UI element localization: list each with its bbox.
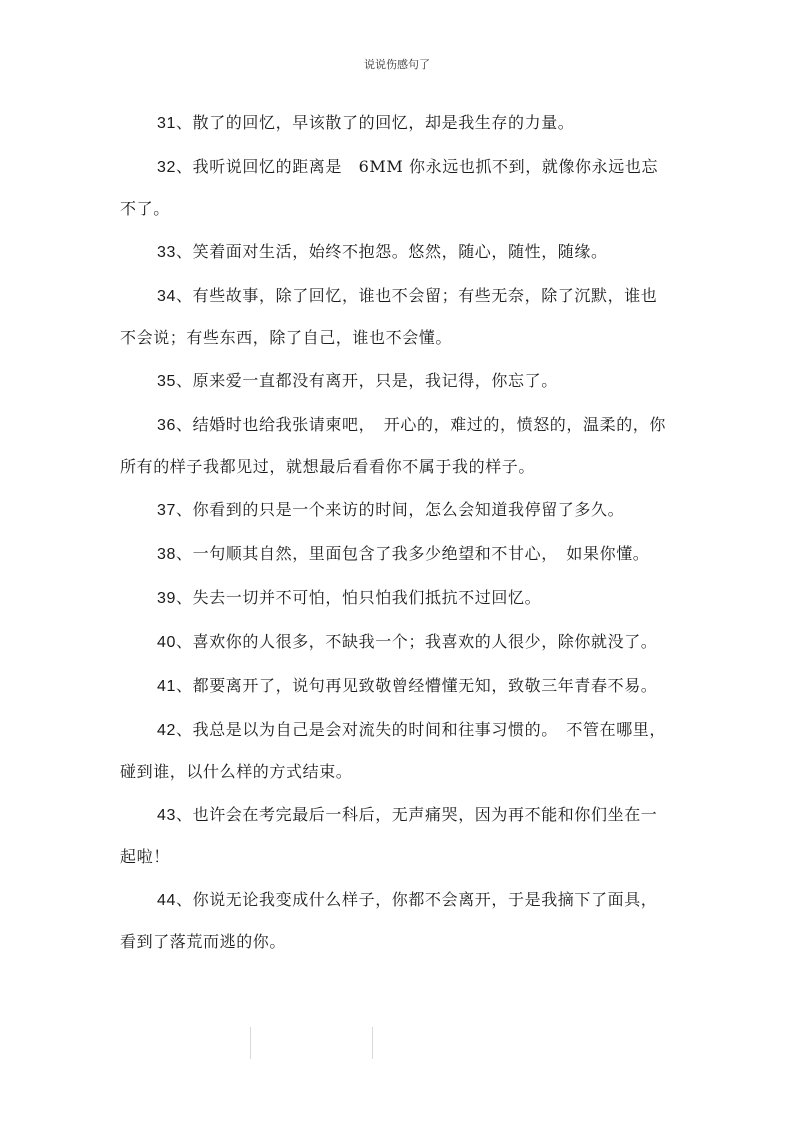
paragraph-text: 结婚时也给我张请柬吧， 开心的，难过的，愤怒的，温柔的，你所有的样子我都见过，就想最后看看你不属于我的样子。: [120, 415, 667, 476]
paragraph-34: [120, 275, 670, 358]
paragraph-separator: 、: [176, 371, 193, 390]
paragraph-text: 喜欢你的人很多，不缺我一个；我喜欢的人很少，除你就没了。: [192, 632, 658, 651]
document-body: [120, 102, 670, 964]
paragraph-33: [120, 231, 670, 273]
paragraph-separator: 、: [176, 113, 193, 132]
paragraph-separator: 、: [176, 676, 193, 695]
paragraph-text: 散了的回忆，早该散了的回忆，却是我生存的力量。: [192, 113, 575, 132]
paragraph-42: [120, 709, 670, 792]
paragraph-39: [120, 577, 670, 619]
paragraph-31: [120, 102, 670, 144]
paragraph-32: [120, 146, 670, 229]
page-header: 说说伤感句了: [364, 58, 430, 71]
paragraph-number: 44: [157, 892, 176, 909]
paragraph-40: [120, 621, 670, 663]
paragraph-37: [120, 489, 670, 531]
paragraph-38: [120, 533, 670, 575]
paragraph-number: 36: [157, 417, 176, 434]
paragraph-text: 笑着面对生活，始终不抱怨。悠然，随心，随性，随缘。: [192, 242, 608, 261]
paragraph-41: [120, 665, 670, 707]
paragraph-number: 34: [157, 288, 176, 305]
paragraph-35: [120, 360, 670, 402]
paragraph-text: 你说无论我变成什么样子，你都不会离开，于是我摘下了面具，看到了落荒而逃的你。: [120, 890, 658, 951]
paragraph-number: 43: [157, 807, 176, 824]
paragraph-number: 32: [157, 159, 176, 176]
paragraph-separator: 、: [176, 720, 193, 739]
paragraph-number: 37: [157, 502, 176, 519]
paragraph-separator: 、: [176, 500, 193, 519]
paragraph-number: 42: [157, 722, 176, 739]
paragraph-separator: 、: [176, 632, 193, 651]
paragraph-text: 也许会在考完最后一科后，无声痛哭，因为再不能和你们坐在一起啦！: [120, 805, 658, 866]
paragraph-36: [120, 404, 670, 487]
footer-divider-left: [250, 1027, 251, 1059]
paragraph-separator: 、: [176, 544, 193, 563]
paragraph-text: 失去一切并不可怕，怕只怕我们抵抗不过回忆。: [192, 588, 542, 607]
paragraph-separator: 、: [176, 588, 193, 607]
paragraph-number: 38: [157, 546, 176, 563]
paragraph-text: 都要离开了，说句再见致敬曾经懵懂无知，致敬三年青春不易。: [192, 676, 658, 695]
paragraph-number: 41: [157, 678, 176, 695]
paragraph-separator: 、: [176, 242, 193, 261]
paragraph-text: 我听说回忆的距离是 6MM 你永远也抓不到，就像你永远也忘不了。: [120, 157, 659, 218]
paragraph-text: 你看到的只是一个来访的时间，怎么会知道我停留了多久。: [192, 500, 625, 519]
paragraph-text: 我总是以为自己是会对流失的时间和往事习惯的。 不管在哪里，碰到谁，以什么样的方式结束。: [120, 720, 667, 781]
paragraph-text: 有些故事，除了回忆，谁也不会留；有些无奈，除了沉默，谁也不会说；有些东西，除了自己，谁也不会懂。: [120, 286, 658, 347]
paragraph-separator: 、: [176, 415, 193, 434]
paragraph-43: [120, 794, 670, 877]
paragraph-number: 33: [157, 244, 176, 261]
paragraph-text: 一句顺其自然，里面包含了我多少绝望和不甘心， 如果你懂。: [192, 544, 650, 563]
paragraph-44: [120, 879, 670, 962]
paragraph-number: 39: [157, 590, 176, 607]
paragraph-text: 原来爱一直都没有离开，只是，我记得，你忘了。: [192, 371, 558, 390]
paragraph-number: 35: [157, 373, 176, 390]
paragraph-number: 40: [157, 634, 176, 651]
paragraph-separator: 、: [176, 157, 193, 176]
paragraph-separator: 、: [176, 890, 193, 909]
footer-divider-right: [372, 1027, 373, 1059]
paragraph-separator: 、: [176, 286, 193, 305]
paragraph-number: 31: [157, 115, 176, 132]
paragraph-separator: 、: [176, 805, 193, 824]
